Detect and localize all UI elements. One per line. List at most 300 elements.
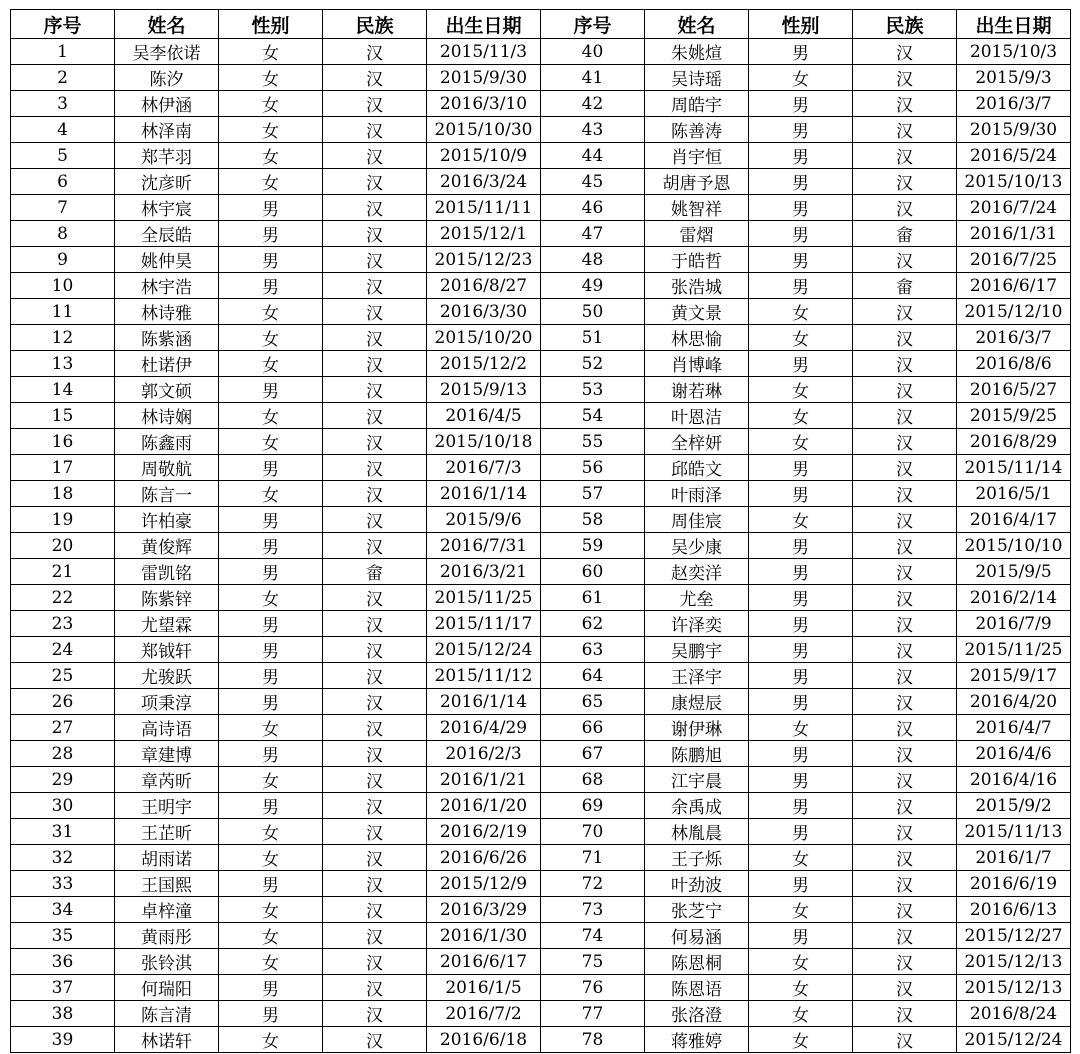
ethnicity-cell: 汉 — [323, 91, 427, 117]
serial-cell: 54 — [541, 403, 645, 429]
ethnicity-cell: 汉 — [853, 65, 957, 91]
gender-cell: 女 — [219, 429, 323, 455]
gender-cell: 女 — [749, 1027, 853, 1053]
name-cell: 项秉淳 — [115, 689, 219, 715]
gender-cell: 男 — [219, 533, 323, 559]
ethnicity-cell: 汉 — [323, 949, 427, 975]
name-cell: 林胤晨 — [645, 819, 749, 845]
gender-cell: 男 — [749, 455, 853, 481]
name-cell: 吴李依诺 — [115, 39, 219, 65]
ethnicity-cell: 汉 — [853, 117, 957, 143]
birthdate-cell: 2016/4/6 — [957, 741, 1071, 767]
gender-cell: 女 — [219, 819, 323, 845]
gender-cell: 男 — [749, 767, 853, 793]
ethnicity-cell: 汉 — [323, 819, 427, 845]
header-ethnicity-left: 民族 — [323, 10, 427, 39]
ethnicity-cell: 汉 — [323, 403, 427, 429]
birthdate-cell: 2015/9/3 — [957, 65, 1071, 91]
gender-cell: 男 — [749, 143, 853, 169]
birthdate-cell: 2016/8/27 — [427, 273, 541, 299]
serial-cell: 13 — [11, 351, 115, 377]
birthdate-cell: 2015/12/13 — [957, 975, 1071, 1001]
gender-cell: 男 — [749, 819, 853, 845]
name-cell: 陈言一 — [115, 481, 219, 507]
table-header-row — [11, 10, 1071, 39]
birthdate-cell: 2015/9/5 — [957, 559, 1071, 585]
gender-cell: 男 — [219, 689, 323, 715]
birthdate-cell: 2016/3/10 — [427, 91, 541, 117]
gender-cell: 男 — [749, 663, 853, 689]
table-row — [11, 715, 1071, 741]
table-row — [11, 169, 1071, 195]
name-cell: 郑钺轩 — [115, 637, 219, 663]
ethnicity-cell: 汉 — [853, 377, 957, 403]
serial-cell: 15 — [11, 403, 115, 429]
name-cell: 吴诗瑶 — [645, 65, 749, 91]
table-row — [11, 949, 1071, 975]
name-cell: 胡唐予恩 — [645, 169, 749, 195]
ethnicity-cell: 汉 — [853, 611, 957, 637]
ethnicity-cell: 汉 — [323, 1027, 427, 1053]
ethnicity-cell: 汉 — [323, 923, 427, 949]
birthdate-cell: 2015/9/25 — [957, 403, 1071, 429]
ethnicity-cell: 汉 — [853, 403, 957, 429]
serial-cell: 40 — [541, 39, 645, 65]
serial-cell: 45 — [541, 169, 645, 195]
gender-cell: 女 — [219, 325, 323, 351]
name-cell: 林宇浩 — [115, 273, 219, 299]
birthdate-cell: 2016/4/20 — [957, 689, 1071, 715]
serial-cell: 68 — [541, 767, 645, 793]
ethnicity-cell: 畲 — [323, 559, 427, 585]
birthdate-cell: 2016/4/5 — [427, 403, 541, 429]
header-serial-left: 序号 — [11, 10, 115, 39]
serial-cell: 28 — [11, 741, 115, 767]
birthdate-cell: 2016/2/19 — [427, 819, 541, 845]
name-cell: 陈汐 — [115, 65, 219, 91]
table-row — [11, 455, 1071, 481]
name-cell: 尤垒 — [645, 585, 749, 611]
ethnicity-cell: 汉 — [853, 871, 957, 897]
ethnicity-cell: 汉 — [323, 741, 427, 767]
serial-cell: 51 — [541, 325, 645, 351]
birthdate-cell: 2016/1/5 — [427, 975, 541, 1001]
ethnicity-cell: 汉 — [853, 793, 957, 819]
name-cell: 叶雨泽 — [645, 481, 749, 507]
gender-cell: 女 — [219, 845, 323, 871]
birthdate-cell: 2015/12/2 — [427, 351, 541, 377]
ethnicity-cell: 汉 — [853, 949, 957, 975]
birthdate-cell: 2016/3/30 — [427, 299, 541, 325]
serial-cell: 21 — [11, 559, 115, 585]
name-cell: 王国熙 — [115, 871, 219, 897]
ethnicity-cell: 汉 — [323, 1001, 427, 1027]
birthdate-cell: 2016/7/24 — [957, 195, 1071, 221]
ethnicity-cell: 汉 — [853, 559, 957, 585]
name-cell: 许泽奕 — [645, 611, 749, 637]
ethnicity-cell: 畲 — [853, 221, 957, 247]
name-cell: 邱皓文 — [645, 455, 749, 481]
ethnicity-cell: 汉 — [853, 169, 957, 195]
serial-cell: 52 — [541, 351, 645, 377]
name-cell: 赵奕洋 — [645, 559, 749, 585]
birthdate-cell: 2015/11/11 — [427, 195, 541, 221]
name-cell: 姚仲昊 — [115, 247, 219, 273]
birthdate-cell: 2016/6/26 — [427, 845, 541, 871]
name-cell: 全辰皓 — [115, 221, 219, 247]
gender-cell: 男 — [219, 871, 323, 897]
table-row — [11, 429, 1071, 455]
gender-cell: 女 — [219, 117, 323, 143]
ethnicity-cell: 汉 — [853, 585, 957, 611]
serial-cell: 11 — [11, 299, 115, 325]
name-cell: 林宇宸 — [115, 195, 219, 221]
serial-cell: 63 — [541, 637, 645, 663]
serial-cell: 57 — [541, 481, 645, 507]
serial-cell: 27 — [11, 715, 115, 741]
birthdate-cell: 2015/11/14 — [957, 455, 1071, 481]
ethnicity-cell: 汉 — [853, 507, 957, 533]
ethnicity-cell: 汉 — [323, 273, 427, 299]
serial-cell: 62 — [541, 611, 645, 637]
birthdate-cell: 2015/10/20 — [427, 325, 541, 351]
ethnicity-cell: 汉 — [853, 715, 957, 741]
gender-cell: 男 — [749, 117, 853, 143]
name-cell: 陈鑫雨 — [115, 429, 219, 455]
ethnicity-cell: 汉 — [323, 247, 427, 273]
name-cell: 高诗语 — [115, 715, 219, 741]
ethnicity-cell: 汉 — [323, 689, 427, 715]
birthdate-cell: 2016/3/7 — [957, 91, 1071, 117]
serial-cell: 49 — [541, 273, 645, 299]
gender-cell: 女 — [749, 403, 853, 429]
ethnicity-cell: 汉 — [853, 299, 957, 325]
ethnicity-cell: 汉 — [323, 65, 427, 91]
gender-cell: 女 — [219, 65, 323, 91]
gender-cell: 女 — [749, 299, 853, 325]
serial-cell: 38 — [11, 1001, 115, 1027]
serial-cell: 66 — [541, 715, 645, 741]
birthdate-cell: 2015/12/27 — [957, 923, 1071, 949]
table-row — [11, 663, 1071, 689]
table-row — [11, 325, 1071, 351]
table-row — [11, 221, 1071, 247]
birthdate-cell: 2015/9/30 — [957, 117, 1071, 143]
birthdate-cell: 2016/1/14 — [427, 689, 541, 715]
gender-cell: 男 — [219, 663, 323, 689]
name-cell: 陈言清 — [115, 1001, 219, 1027]
gender-cell: 男 — [219, 455, 323, 481]
birthdate-cell: 2015/12/23 — [427, 247, 541, 273]
header-gender-right: 性别 — [749, 10, 853, 39]
name-cell: 蒋雅婷 — [645, 1027, 749, 1053]
table-row — [11, 91, 1071, 117]
name-cell: 谢伊琳 — [645, 715, 749, 741]
table-row — [11, 1001, 1071, 1027]
name-cell: 陈紫锌 — [115, 585, 219, 611]
ethnicity-cell: 汉 — [853, 663, 957, 689]
ethnicity-cell: 汉 — [323, 767, 427, 793]
gender-cell: 女 — [219, 715, 323, 741]
birthdate-cell: 2015/10/9 — [427, 143, 541, 169]
ethnicity-cell: 汉 — [853, 819, 957, 845]
gender-cell: 男 — [749, 741, 853, 767]
serial-cell: 19 — [11, 507, 115, 533]
header-name-right: 姓名 — [645, 10, 749, 39]
birthdate-cell: 2015/12/24 — [957, 1027, 1071, 1053]
table-row — [11, 793, 1071, 819]
serial-cell: 50 — [541, 299, 645, 325]
name-cell: 尤骏跃 — [115, 663, 219, 689]
ethnicity-cell: 汉 — [323, 39, 427, 65]
birthdate-cell: 2016/3/29 — [427, 897, 541, 923]
serial-cell: 5 — [11, 143, 115, 169]
birthdate-cell: 2015/10/13 — [957, 169, 1071, 195]
serial-cell: 33 — [11, 871, 115, 897]
birthdate-cell: 2016/3/7 — [957, 325, 1071, 351]
name-cell: 叶恩洁 — [645, 403, 749, 429]
birthdate-cell: 2015/11/12 — [427, 663, 541, 689]
table-row — [11, 481, 1071, 507]
name-cell: 黄文景 — [645, 299, 749, 325]
birthdate-cell: 2016/8/29 — [957, 429, 1071, 455]
serial-cell: 22 — [11, 585, 115, 611]
name-cell: 林泽南 — [115, 117, 219, 143]
table-row — [11, 195, 1071, 221]
name-cell: 康煜辰 — [645, 689, 749, 715]
serial-cell: 31 — [11, 819, 115, 845]
gender-cell: 男 — [749, 533, 853, 559]
gender-cell: 男 — [219, 195, 323, 221]
table-row — [11, 351, 1071, 377]
birthdate-cell: 2016/6/17 — [427, 949, 541, 975]
gender-cell: 男 — [219, 611, 323, 637]
ethnicity-cell: 汉 — [323, 325, 427, 351]
birthdate-cell: 2016/7/3 — [427, 455, 541, 481]
name-cell: 许柏豪 — [115, 507, 219, 533]
ethnicity-cell: 汉 — [853, 637, 957, 663]
gender-cell: 女 — [749, 975, 853, 1001]
name-cell: 周佳宸 — [645, 507, 749, 533]
student-roster-table — [10, 9, 1071, 1053]
ethnicity-cell: 汉 — [853, 351, 957, 377]
birthdate-cell: 2015/9/2 — [957, 793, 1071, 819]
gender-cell: 女 — [749, 65, 853, 91]
ethnicity-cell: 汉 — [323, 169, 427, 195]
serial-cell: 26 — [11, 689, 115, 715]
gender-cell: 男 — [219, 1001, 323, 1027]
ethnicity-cell: 汉 — [323, 507, 427, 533]
name-cell: 于皓哲 — [645, 247, 749, 273]
serial-cell: 60 — [541, 559, 645, 585]
gender-cell: 男 — [219, 377, 323, 403]
serial-cell: 34 — [11, 897, 115, 923]
gender-cell: 女 — [749, 377, 853, 403]
gender-cell: 男 — [219, 637, 323, 663]
table-row — [11, 39, 1071, 65]
name-cell: 杜诺伊 — [115, 351, 219, 377]
serial-cell: 65 — [541, 689, 645, 715]
name-cell: 林诗娴 — [115, 403, 219, 429]
birthdate-cell: 2016/1/7 — [957, 845, 1071, 871]
gender-cell: 女 — [749, 1001, 853, 1027]
ethnicity-cell: 汉 — [853, 429, 957, 455]
gender-cell: 男 — [219, 247, 323, 273]
table-row — [11, 273, 1071, 299]
ethnicity-cell: 汉 — [323, 351, 427, 377]
ethnicity-cell: 汉 — [323, 299, 427, 325]
birthdate-cell: 2015/10/10 — [957, 533, 1071, 559]
gender-cell: 女 — [219, 169, 323, 195]
name-cell: 郑芊羽 — [115, 143, 219, 169]
serial-cell: 76 — [541, 975, 645, 1001]
serial-cell: 74 — [541, 923, 645, 949]
birthdate-cell: 2016/5/24 — [957, 143, 1071, 169]
ethnicity-cell: 汉 — [853, 195, 957, 221]
birthdate-cell: 2016/6/17 — [957, 273, 1071, 299]
table-row — [11, 819, 1071, 845]
serial-cell: 29 — [11, 767, 115, 793]
table-row — [11, 585, 1071, 611]
serial-cell: 12 — [11, 325, 115, 351]
gender-cell: 女 — [219, 481, 323, 507]
serial-cell: 39 — [11, 1027, 115, 1053]
ethnicity-cell: 汉 — [323, 429, 427, 455]
ethnicity-cell: 汉 — [323, 533, 427, 559]
gender-cell: 男 — [749, 39, 853, 65]
gender-cell: 女 — [749, 897, 853, 923]
table-row — [11, 533, 1071, 559]
ethnicity-cell: 汉 — [323, 117, 427, 143]
table-row — [11, 845, 1071, 871]
header-gender-left: 性别 — [219, 10, 323, 39]
name-cell: 陈紫涵 — [115, 325, 219, 351]
birthdate-cell: 2016/4/7 — [957, 715, 1071, 741]
ethnicity-cell: 汉 — [323, 143, 427, 169]
ethnicity-cell: 汉 — [323, 195, 427, 221]
birthdate-cell: 2016/8/24 — [957, 1001, 1071, 1027]
gender-cell: 男 — [219, 741, 323, 767]
birthdate-cell: 2015/10/30 — [427, 117, 541, 143]
name-cell: 张铃淇 — [115, 949, 219, 975]
ethnicity-cell: 汉 — [853, 975, 957, 1001]
table-row — [11, 741, 1071, 767]
ethnicity-cell: 汉 — [323, 663, 427, 689]
serial-cell: 53 — [541, 377, 645, 403]
name-cell: 肖博峰 — [645, 351, 749, 377]
name-cell: 黄雨彤 — [115, 923, 219, 949]
table-row — [11, 117, 1071, 143]
gender-cell: 女 — [219, 585, 323, 611]
gender-cell: 女 — [749, 507, 853, 533]
gender-cell: 男 — [749, 637, 853, 663]
table-row — [11, 403, 1071, 429]
serial-cell: 64 — [541, 663, 645, 689]
gender-cell: 女 — [219, 299, 323, 325]
birthdate-cell: 2016/5/1 — [957, 481, 1071, 507]
name-cell: 余禹成 — [645, 793, 749, 819]
serial-cell: 69 — [541, 793, 645, 819]
name-cell: 章芮昕 — [115, 767, 219, 793]
name-cell: 王明宇 — [115, 793, 219, 819]
ethnicity-cell: 汉 — [853, 91, 957, 117]
name-cell: 胡雨诺 — [115, 845, 219, 871]
ethnicity-cell: 汉 — [323, 845, 427, 871]
name-cell: 黄俊辉 — [115, 533, 219, 559]
serial-cell: 23 — [11, 611, 115, 637]
ethnicity-cell: 汉 — [323, 611, 427, 637]
gender-cell: 男 — [749, 481, 853, 507]
birthdate-cell: 2015/9/6 — [427, 507, 541, 533]
ethnicity-cell: 汉 — [323, 455, 427, 481]
birthdate-cell: 2016/4/17 — [957, 507, 1071, 533]
serial-cell: 55 — [541, 429, 645, 455]
name-cell: 何易涵 — [645, 923, 749, 949]
table-row — [11, 65, 1071, 91]
table-body — [11, 39, 1071, 1053]
name-cell: 陈恩语 — [645, 975, 749, 1001]
gender-cell: 女 — [219, 949, 323, 975]
gender-cell: 女 — [219, 897, 323, 923]
birthdate-cell: 2016/2/14 — [957, 585, 1071, 611]
serial-cell: 37 — [11, 975, 115, 1001]
name-cell: 郭文硕 — [115, 377, 219, 403]
ethnicity-cell: 汉 — [323, 585, 427, 611]
serial-cell: 70 — [541, 819, 645, 845]
name-cell: 吴鹏宇 — [645, 637, 749, 663]
header-name-left: 姓名 — [115, 10, 219, 39]
gender-cell: 女 — [219, 1027, 323, 1053]
table-row — [11, 247, 1071, 273]
serial-cell: 18 — [11, 481, 115, 507]
name-cell: 张浩城 — [645, 273, 749, 299]
ethnicity-cell: 汉 — [323, 897, 427, 923]
birthdate-cell: 2015/11/3 — [427, 39, 541, 65]
birthdate-cell: 2016/6/19 — [957, 871, 1071, 897]
birthdate-cell: 2015/9/30 — [427, 65, 541, 91]
table-row — [11, 689, 1071, 715]
birthdate-cell: 2015/11/25 — [957, 637, 1071, 663]
birthdate-cell: 2015/11/17 — [427, 611, 541, 637]
header-birthdate-right: 出生日期 — [957, 10, 1071, 39]
name-cell: 江宇晨 — [645, 767, 749, 793]
birthdate-cell: 2016/1/30 — [427, 923, 541, 949]
ethnicity-cell: 汉 — [853, 247, 957, 273]
serial-cell: 43 — [541, 117, 645, 143]
serial-cell: 14 — [11, 377, 115, 403]
name-cell: 章建博 — [115, 741, 219, 767]
serial-cell: 42 — [541, 91, 645, 117]
gender-cell: 男 — [749, 559, 853, 585]
gender-cell: 男 — [749, 793, 853, 819]
serial-cell: 72 — [541, 871, 645, 897]
ethnicity-cell: 汉 — [323, 221, 427, 247]
table-row — [11, 1027, 1071, 1053]
gender-cell: 女 — [219, 403, 323, 429]
gender-cell: 男 — [749, 871, 853, 897]
serial-cell: 20 — [11, 533, 115, 559]
gender-cell: 女 — [219, 923, 323, 949]
gender-cell: 女 — [219, 143, 323, 169]
name-cell: 肖宇恒 — [645, 143, 749, 169]
header-serial-right: 序号 — [541, 10, 645, 39]
serial-cell: 24 — [11, 637, 115, 663]
ethnicity-cell: 汉 — [853, 689, 957, 715]
serial-cell: 2 — [11, 65, 115, 91]
birthdate-cell: 2016/6/13 — [957, 897, 1071, 923]
name-cell: 谢若琳 — [645, 377, 749, 403]
ethnicity-cell: 汉 — [323, 715, 427, 741]
